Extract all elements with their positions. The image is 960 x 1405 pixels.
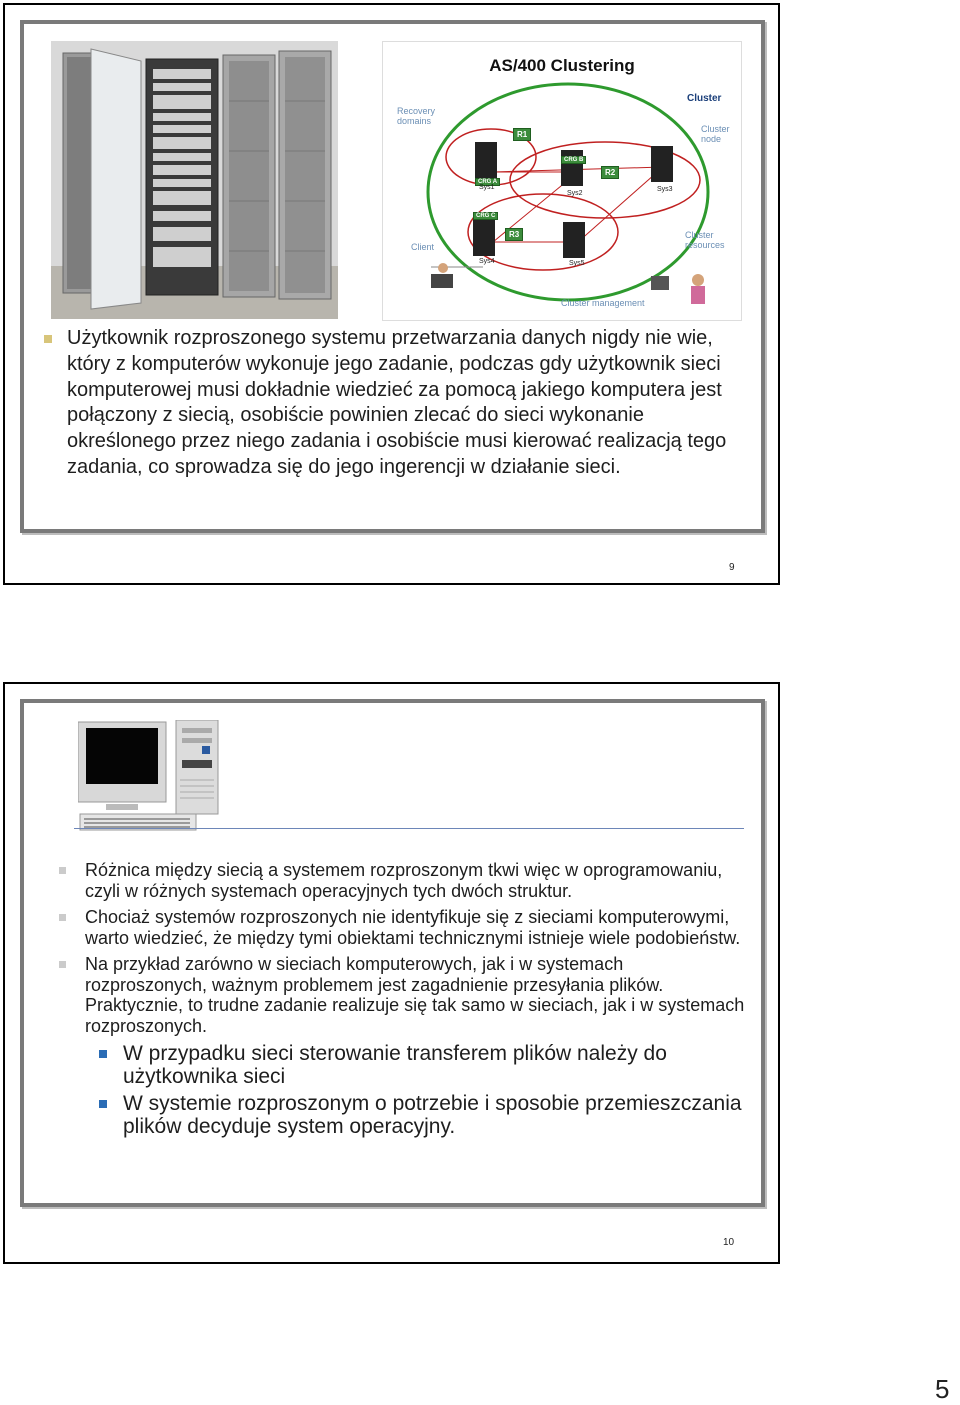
desktop-computer-icon (78, 720, 228, 840)
square-bullet-icon (59, 914, 66, 921)
label-cluster-management: Cluster management (561, 298, 645, 308)
page-number-9: 9 (729, 562, 735, 573)
header-divider (74, 828, 744, 829)
square-bullet-icon (44, 335, 52, 343)
slide-9 (3, 3, 780, 585)
label-cluster-resources: Cluster resources (685, 230, 725, 250)
slide-10 (3, 682, 780, 1264)
sub-bullet-text: W przypadku sieci sterowanie transferem plików należy do użytkownika sieci (123, 1042, 667, 1088)
label-client: Client (411, 242, 435, 252)
square-bullet-icon (59, 867, 66, 874)
sys5-label: Sys5 (569, 260, 585, 267)
sheet-page-number: 5 (935, 1374, 950, 1404)
sys4-label: Sys4 (479, 258, 495, 265)
cluster-diagram (382, 41, 742, 321)
label-recovery-domains: Recovery domains (397, 106, 436, 126)
slide-9-text (44, 326, 744, 481)
bullet-text: Chociaż systemów rozproszonych nie identyfikuje się z sieciami komputerowymi, warto wiedzieć, że między tymi obiektami technicznymi istnieje wiele podobieństw. (85, 907, 741, 948)
blue-square-bullet-icon (99, 1050, 107, 1058)
sys2-label: Sys2 (567, 190, 583, 197)
sub-list-item (99, 1092, 749, 1138)
bullet-item (44, 326, 744, 481)
slide-9-content (20, 20, 765, 533)
bullet-text: Różnica między siecią a systemem rozproszonym tkwi więc w oprogramowaniu, czyli w różnych systemach operacyjnych tych dwóch struktur. (85, 860, 723, 901)
replica-r2: R2 (601, 166, 619, 179)
diagram-title: AS/400 Clustering (489, 56, 635, 75)
crg-c: CRG C (473, 212, 498, 220)
label-cluster-node: Cluster node (701, 124, 730, 144)
list-item (59, 860, 749, 901)
page-number-10: 10 (723, 1237, 735, 1248)
replica-r3: R3 (505, 228, 523, 241)
crg-a: CRG A (475, 178, 500, 186)
sub-bullet-text: W systemie rozproszonym o potrzebie i sposobie przemieszczania plików decyduje system operacyjny. (123, 1092, 742, 1138)
crg-b: CRG B (561, 156, 586, 164)
slide-10-bullets (59, 860, 749, 1142)
server-rack-photo (51, 41, 338, 319)
list-item (59, 907, 749, 948)
sys1-label: Sys1 (479, 184, 495, 191)
label-cluster: Cluster (687, 93, 722, 104)
list-item (59, 954, 749, 1036)
blue-square-bullet-icon (99, 1100, 107, 1108)
slide-10-content (20, 699, 765, 1207)
square-bullet-icon (59, 961, 66, 968)
replica-r1: R1 (513, 128, 531, 141)
slide-9-paragraph: Użytkownik rozproszonego systemu przetwarzania danych nigdy nie wie, który z komputerów wykonuje jego zadanie, podczas gdy użytkownik sieci komputerowej musi dokładnie wiedzieć za pomocą jakiego komputera jest połączony z siecią, osobiście powinien zlecać do sieci wykonanie określonego przez niego zadania i osobiście musi kierować realizacją tego zadania, co sprowadza się do jego ingerencji w działanie sieci. (67, 327, 727, 478)
bullet-text: Na przykład zarówno w sieciach komputerowych, jak i w systemach rozproszonych, ważnym problemem jest zagadnienie przesyłania plików. Praktycznie, to trudne zadanie realizuje się tak samo w sieciach, jak i w systemach rozproszonych. (85, 954, 745, 1036)
sys3-label: Sys3 (657, 186, 673, 193)
sub-list-item (99, 1042, 749, 1088)
